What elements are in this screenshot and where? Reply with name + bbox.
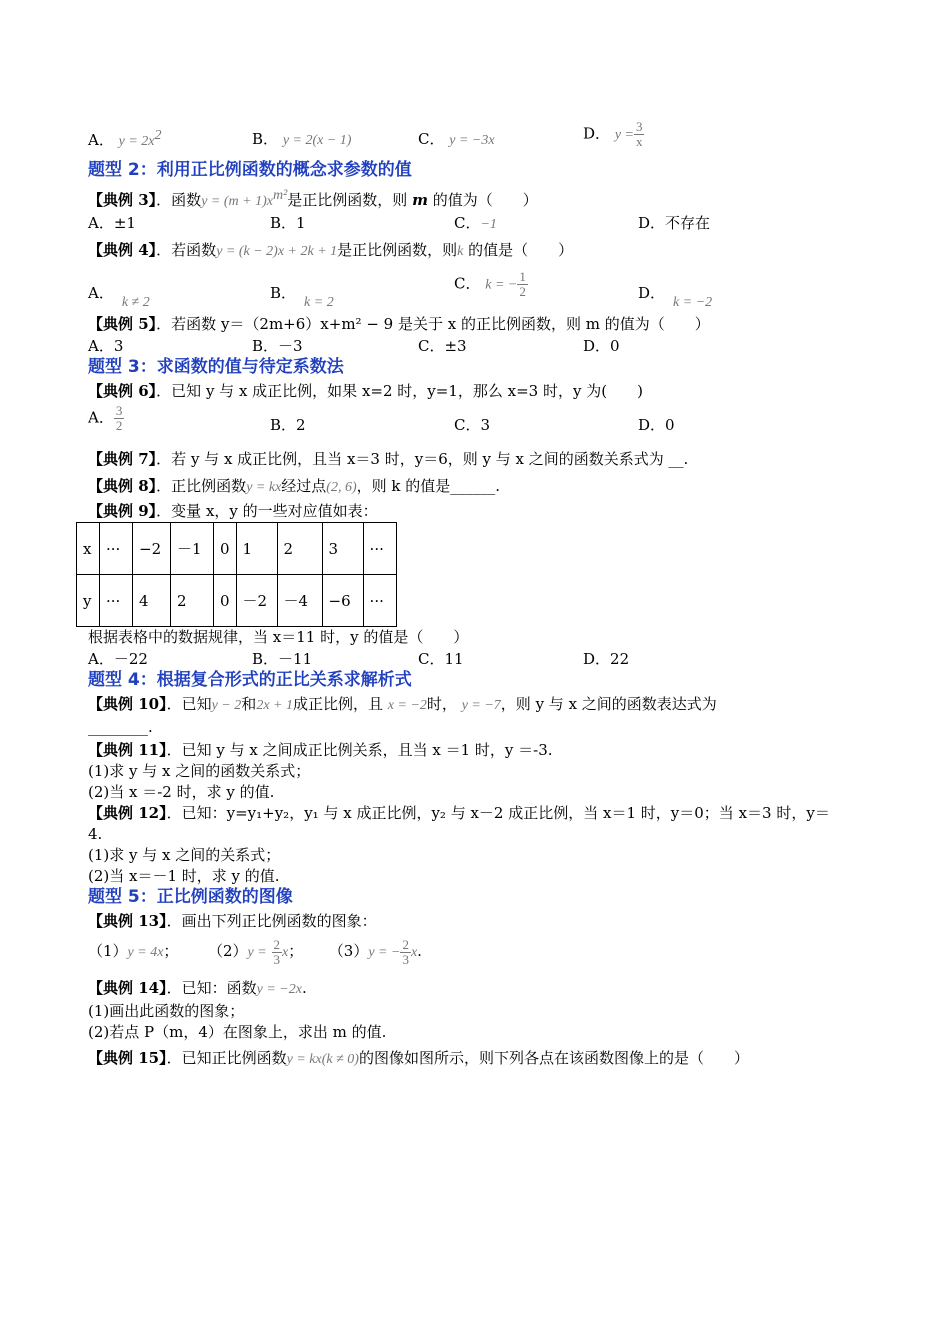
table-row-x: x ··· −2 －1 0 1 2 3 ··· (77, 523, 397, 575)
e3-option-d: D．不存在 (638, 214, 711, 232)
example-11: 【典例 11】．已知 y 与 x 之间成正比例关系，且当 x ＝1 时，y ＝-3. (88, 741, 553, 759)
e3-option-a: A．±1 (88, 214, 136, 232)
e6-option-b: B．2 (270, 416, 306, 434)
e5-option-c: C．±3 (418, 337, 467, 355)
e4-option-b: B．k = 2 (270, 284, 334, 310)
e5-option-a: A．3 (88, 337, 124, 355)
prev-option-b: B． y = 2(x − 1) (252, 130, 352, 148)
e9-option-c: C．11 (418, 650, 464, 668)
e4-option-c: C． k = − $\frac{1}{2}$ (454, 269, 526, 299)
e3-option-c: C．−1 (454, 214, 497, 232)
example-3: 【典例 3】．函数$y = (m + 1)x^{m^2}$是正比例函数，则 m 的值为（ ） (88, 188, 538, 209)
prev-option-d: D． y = $\frac{3}{x}$ (583, 119, 643, 149)
example-15: 【典例 15】．已知正比例函数y = kx(k ≠ 0)的图像如图所示，则下列各点在该函数图像上的是（ ） (88, 1049, 749, 1067)
e9-question: 根据表格中的数据规律，当 x＝11 时，y 的值是（ ） (88, 628, 469, 646)
table-row-y: y ··· 4 2 0 －2 －4 −6 ··· (77, 575, 397, 627)
section-title-2: 题型 2：利用正比例函数的概念求参数的值 (88, 160, 412, 180)
e4-option-d: D．k = −2 (638, 284, 713, 310)
example-12: 【典例 12】．已知：y=y₁+y₂，y₁ 与 x 成正比例，y₂ 与 x－2 成正比例，当 x＝1 时，y＝0；当 x＝3 时，y＝ (88, 804, 830, 822)
e3-option-b: B．1 (270, 214, 306, 232)
e6-option-d: D．0 (638, 416, 675, 434)
example-7: 【典例 7】．若 y 与 x 成正比例，且当 x＝3 时，y＝6，则 y 与 x 之间的函数关系式为 __. (88, 450, 689, 468)
e6-option-a: A． $\frac{3}{2}$ (88, 403, 123, 433)
section-title-4: 题型 4：根据复合形式的正比关系求解析式 (88, 670, 412, 690)
prev-option-a: A． $y = 2x^2$ (88, 128, 162, 149)
example-14: 【典例 14】．已知：函数y = −2x. (88, 979, 307, 997)
section-title-5: 题型 5：正比例函数的图像 (88, 887, 293, 907)
e9-option-a: A．－22 (88, 650, 148, 668)
e13-functions: （1）y = 4x； （2）y = $\frac{2}{3}$ x； （3）y = − $\frac{2}{3}$ x. (88, 936, 422, 967)
e12-part-2: (2)当 x＝－1 时，求 y 的值. (88, 867, 280, 885)
e9-option-d: D．22 (583, 650, 630, 668)
example-9: 【典例 9】．变量 x，y 的一些对应值如表： (88, 502, 378, 520)
example-10: 【典例 10】．已知y − 2和2x + 1成正比例，且 x = −2时， y = −7，则 y 与 x 之间的函数表达式为 (88, 695, 717, 713)
example-8: 【典例 8】．正比例函数y = kx经过点(2, 6)，则 k 的值是______. (88, 477, 501, 495)
example-5: 【典例 5】．若函数 y＝（2m+6）x+m² − 9 是关于 x 的正比例函数，则 m 的值为（ ） (88, 315, 710, 333)
e10-answer-blank: ________. (88, 718, 153, 736)
e12-part-1: (1)求 y 与 x 之间的关系式； (88, 846, 281, 864)
e9-option-b: B．－11 (252, 650, 313, 668)
example-13: 【典例 13】．画出下列正比例函数的图象： (88, 912, 377, 930)
prev-option-c: C． y = −3x (418, 130, 495, 148)
section-title-3: 题型 3：求函数的值与待定系数法 (88, 357, 344, 377)
example-4: 【典例 4】．若函数y = (k − 2)x + 2k + 1是正比例函数，则k 的值是（ ） (88, 241, 574, 259)
e14-part-1: (1)画出此函数的图象； (88, 1002, 245, 1020)
e5-option-b: B．－3 (252, 337, 303, 355)
e12-continued: 4. (88, 825, 103, 843)
example-6: 【典例 6】．已知 y 与 x 成正比例，如果 x=2 时，y=1，那么 x=3 时，y 为( ) (88, 382, 643, 400)
value-table (76, 522, 397, 627)
e11-part-2: (2)当 x ＝-2 时，求 y 的值. (88, 783, 275, 801)
e5-option-d: D．0 (583, 337, 620, 355)
e4-option-a: A．k ≠ 2 (88, 284, 150, 310)
e6-option-c: C．3 (454, 416, 491, 434)
e14-part-2: (2)若点 P（m，4）在图象上，求出 m 的值. (88, 1023, 387, 1041)
e11-part-1: (1)求 y 与 x 之间的函数关系式； (88, 762, 311, 780)
